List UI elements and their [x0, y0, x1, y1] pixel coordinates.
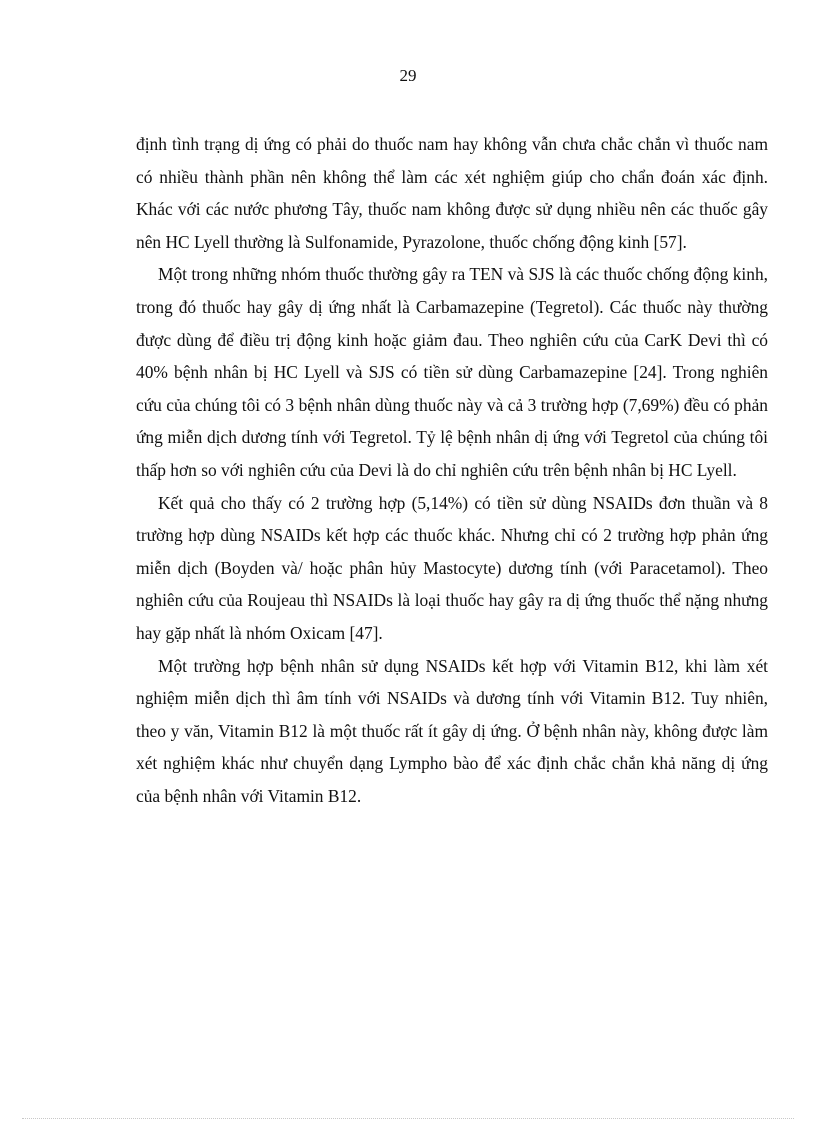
page-bottom-rule	[22, 1118, 794, 1119]
paragraph-1: định tình trạng dị ứng có phải do thuốc nam hay không vẫn chưa chắc chắn vì thuốc nam có nhiều thành phần nên không thể làm các xét nghiệm giúp cho chẩn đoán xác định. Khác với các nước phương Tây, thuốc nam không được sử dụng nhiều nên các thuốc gây nên HC Lyell thường là Sulfonamide, Pyrazolone, thuốc chống động kinh [57].	[136, 134, 768, 252]
paragraph-3: Kết quả cho thấy có 2 trường hợp (5,14%) có tiền sử dùng NSAIDs đơn thuần và 8 trường hợp dùng NSAIDs kết hợp các thuốc khác. Nhưng chỉ có 2 trường hợp phản ứng miễn dịch (Boyden và/ hoặc phân hủy Mastocyte) dương tính (với Paracetamol). Theo nghiên cứu của Roujeau thì NSAIDs là loại thuốc hay gây ra dị ứng thuốc thể nặng nhưng hay gặp nhất là nhóm Oxicam [47].	[136, 492, 768, 643]
page-number: 29	[399, 66, 417, 85]
body-text	[136, 128, 768, 812]
paragraph-2: Một trong những nhóm thuốc thường gây ra TEN và SJS là các thuốc chống động kinh, trong đó thuốc hay gây dị ứng nhất là Carbamazepine (Tegretol). Các thuốc này thường được dùng để điều trị động kinh hoặc giảm đau. Theo nghiên cứu của CarK Devi thì có 40% bệnh nhân bị HC Lyell và SJS có tiền sử dùng Carbamazepine [24]. Trong nghiên cứu của chúng tôi có 3 bệnh nhân dùng thuốc này và cả 3 trường hợp (7,69%) đều có phản ứng miễn dịch dương tính với Tegretol. Tỷ lệ bệnh nhân dị ứng với Tegretol của chúng tôi thấp hơn so với nghiên cứu của Devi là do chỉ nghiên cứu trên bệnh nhân bị HC Lyell.	[136, 264, 768, 480]
paragraph-4: Một trường hợp bệnh nhân sử dụng NSAIDs kết hợp với Vitamin B12, khi làm xét nghiệm miễn dịch thì âm tính với NSAIDs và dương tính với Vitamin B12. Tuy nhiên, theo y văn, Vitamin B12 là một thuốc rất ít gây dị ứng. Ở bệnh nhân này, không được làm xét nghiệm khác như chuyển dạng Lympho bào để xác định chắc chắn khả năng dị ứng của bệnh nhân với Vitamin B12.	[136, 655, 768, 806]
